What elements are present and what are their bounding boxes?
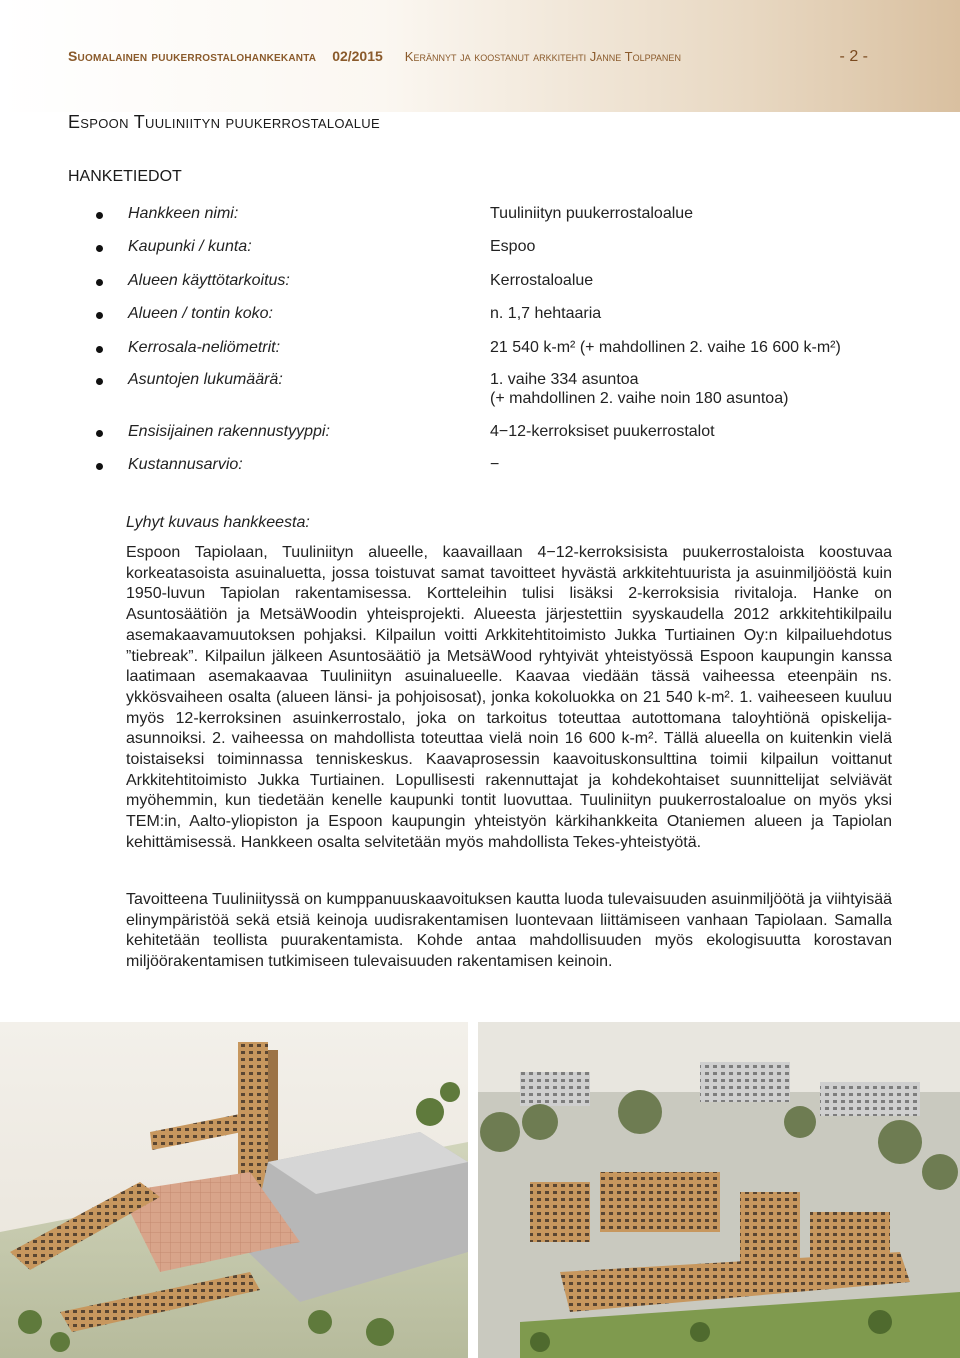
description-paragraph: Espoon Tapiolaan, Tuuliniityn alueelle, kaavaillaan 4−12-kerroksisista puukerrostaloista koostuvaa korkeatasoista asuinaluetta, jossa toistuvat samat tavoitteet hyvästä arkkitehtuurista ja asuinmiljööstä kuin 1950-luvun Tapiolan rakentamisessa. Kortteleihin tulisi lisäksi 2-kerroksisia rivitaloja. Hanke on Asuntosäätiön ja MetsäWoodin yhteisprojekti. Alueesta järjestettiin syyskaudella 2012 arkkitehtikilpailu asemakaavamuutoksen pohjaksi. Kilpailun voitti Arkkitehtitoimisto Jukka Turtiainen Oy:n kilpailuehdotus ”tiebreak”. Kilpailun jälkeen Asuntosäätiö ja MetsäWood ryhtyivät yhteistyössä Espoon kaupungin kanssa laatimaan asemakaavaa Tuuliniityn asuinalueelle. Kaavaa viedään tässä vaiheessa eteenpäin ns. ykkösvaiheen osalta (alueen länsi- ja pohjoisosat), jonka kokoluokka on 21 540 k-m². 1. vaiheeseen kuuluu myös 12-kerroksinen asuinkerrostalo, joka on tarkoitus toteuttaa autottomana taloyhtiönä opiskelija-asunnoiksi. 2. vaiheessa on mahdollista toteuttaa vielä noin 16 600 k-m². Tällä alueella on kuitenkin vielä toistaiseksi toiminnassa tenniskeskus. Kaavaprosessin kaavoituskonsulttina toimii kilpailun voittanut Arkkitehtitoimisto Jukka Turtiainen. Lopullisesti rakennuttajat ja kohdekohtaiset suunnittelijat selviävät myöhemmin, kun tiedetään kenelle kaupunki tontit luovuttaa. Tuuliniityn puukerrostaloalue on myös yksi TEM:in, Aalto-yliopiston ja Espoon kaupungin yhteistyön kärkihankkeita Otaniemen alueen ja Tapiolan kehittämisessä. Hankkeen osalta selvitetään myös mahdollista Tekes-yhteistyötä.	[126, 544, 892, 851]
fact-item	[0, 456, 960, 480]
header-issue: 02/2015	[332, 48, 383, 64]
fact-label: Alueen käyttötarkoitus:	[128, 272, 290, 289]
bullet-icon	[96, 463, 103, 470]
section-heading: HANKETIEDOT	[68, 168, 182, 185]
page-number: - 2 -	[839, 48, 868, 65]
running-header	[68, 48, 868, 70]
fact-label: Ensisijainen rakennustyyppi:	[128, 423, 330, 440]
header-project: Suomalainen puukerrostalohankekanta	[68, 48, 317, 64]
fact-value: 4−12-kerroksiset puukerrostalot	[490, 423, 715, 440]
fact-label: Kaupunki / kunta:	[128, 238, 252, 255]
fact-item	[0, 238, 960, 262]
bullet-icon	[96, 430, 103, 437]
bullet-icon	[96, 346, 103, 353]
rendering-right	[478, 1022, 960, 1358]
bullet-icon	[96, 312, 103, 319]
fact-item	[0, 371, 960, 415]
fact-label: Hankkeen nimi:	[128, 205, 239, 222]
fact-value: Espoo	[490, 238, 536, 255]
fact-label: Kerrosala-neliömetrit:	[128, 339, 281, 356]
fact-item	[0, 272, 960, 296]
goal-paragraph: Tavoitteena Tuuliniityssä on kumppanuuskaavoituksen kautta luoda tulevaisuuden asuinmiljöötä ja viihtyisää elinympäristöä sekä etsiä keinoja uudisrakentamisen luontevaan liittämiseen vanhaan Tapiolaan. Samalla kehitetään teollista puurakentamista. Kohde antaa mahdollisuuden myös ekologisuutta korostavan miljöörakentamisen tutkimiseen tulevaisuuden rakentamisen keinoin.	[126, 891, 892, 971]
fact-value: −	[490, 456, 500, 473]
fact-value: 1. vaihe 334 asuntoa	[490, 371, 639, 388]
bullet-icon	[96, 245, 103, 252]
fact-value: 21 540 k-m² (+ mahdollinen 2. vaihe 16 600 k-m²)	[490, 339, 841, 356]
fact-label: Alueen / tontin koko:	[128, 305, 273, 322]
fact-item	[0, 205, 960, 229]
page-title: Espoon Tuuliniityn puukerrostaloalue	[68, 112, 380, 132]
aerial-rendering-illustration	[0, 1022, 960, 1358]
fact-value: Tuuliniityn puukerrostaloalue	[490, 205, 694, 222]
header-credit: Kerännyt ja koostanut arkkitehti Janne Tolppanen	[404, 49, 681, 64]
fact-value-continued: (+ mahdollinen 2. vaihe noin 180 asuntoa)	[490, 390, 789, 407]
fact-item	[0, 423, 960, 447]
fact-item	[0, 305, 960, 329]
architectural-rendering	[0, 1022, 960, 1358]
description-label: Lyhyt kuvaus hankkeesta:	[126, 514, 310, 531]
fact-label: Asuntojen lukumäärä:	[128, 371, 283, 388]
bullet-icon	[96, 212, 103, 219]
fact-value: n. 1,7 hehtaaria	[490, 305, 602, 322]
fact-item	[0, 339, 960, 363]
bullet-icon	[96, 378, 103, 385]
bullet-icon	[96, 279, 103, 286]
fact-value: Kerrostaloalue	[490, 272, 594, 289]
rendering-left	[0, 1022, 468, 1358]
fact-label: Kustannusarvio:	[128, 456, 243, 473]
